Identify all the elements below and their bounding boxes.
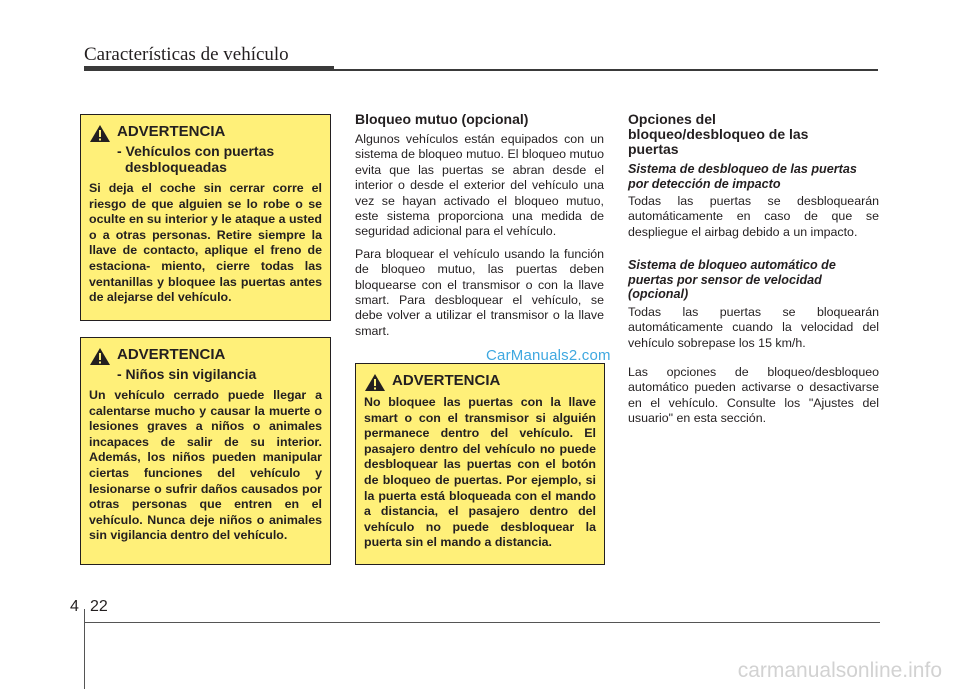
warning-triangle-icon <box>89 124 111 143</box>
header-title: Características de vehículo <box>84 44 289 65</box>
warning-body: Un vehículo cerrado puede llegar a calentarse mucho y causar la muerte o lesiones graves a niños o animales incapaces de salir de su interior. Además, los niños pueden manipular ciertas funciones del vehículo y lesionarse o sufrir daños causados por otras personas que entren en el vehículo. Nunca deje niños o animales sin vigilancia dentro del vehículo. <box>89 388 322 543</box>
warning-triangle-icon <box>89 347 111 366</box>
warning-box-smart-key-lock <box>355 363 605 565</box>
subheading-speed-lock: Sistema de bloqueo automático de puertas por sensor de velocidad (opcional) <box>628 258 836 302</box>
paragraph: Todas las puertas se desbloquearán automáticamente en caso de que se despliegue el airbag debido a un impacto. <box>628 194 879 239</box>
page-number: 22 <box>90 598 108 615</box>
middle-column <box>355 112 604 346</box>
site-watermark: carmanualsonline.info <box>737 659 942 682</box>
footer-rule <box>84 622 880 623</box>
warning-triangle-icon <box>364 373 386 392</box>
watermark-text: CarManuals2.com <box>486 347 611 364</box>
paragraph: Las opciones de bloqueo/desbloqueo automático pueden activarse o desactivarse en el vehículo. Consulte los "Ajustes del usuario" en esta sección. <box>628 364 879 426</box>
warning-title: ADVERTENCIA <box>117 346 226 363</box>
section-heading-mutual-lock: Bloqueo mutuo (opcional) <box>355 111 529 127</box>
warning-body: Si deja el coche sin cerrar corre el riesgo de que alguien se lo robe o se oculte en su interior y le ataque a usted o a otras personas. Retire siempre la llave de contacto, aplique el freno de estaciona- miento, cierre todas las ventanillas y bloquee las puertas antes de alejarse del vehículo. <box>89 181 322 305</box>
header-rule-thin <box>334 69 878 71</box>
warning-box-unattended-children <box>80 337 331 565</box>
warning-body: No bloquee las puertas con la llave smart o con el transmisor si alguién permanece dentro del vehículo. El pasajero dentro del vehículo no puede desbloquear las puertas con el botón de bloqueo de puertas. Por ejemplo, si la puerta está bloqueada con el mando a distancia, el pasajero dentro del vehículo no puede desbloquear la puerta sin el mando a distancia. <box>364 395 596 550</box>
section-heading-lock-options: Opciones del bloqueo/desbloqueo de las puertas <box>628 111 809 157</box>
warning-subtitle: - Niños sin vigilancia <box>117 366 257 382</box>
warning-title: ADVERTENCIA <box>392 372 501 389</box>
right-column <box>628 112 879 434</box>
paragraph: Todas las puertas se bloquearán automáticamente cuando la velocidad del vehículo sobrepase los 15 km/h. <box>628 304 879 350</box>
chapter-number: 4 <box>70 598 79 615</box>
warning-subtitle: - Vehículos con puertas desbloqueadas <box>117 143 275 175</box>
warning-title: ADVERTENCIA <box>117 123 226 140</box>
paragraph: Para bloquear el vehículo usando la función de bloqueo mutuo, las puertas deben bloquearse con el transmisor o con la llave smart. Para desbloquear el vehículo, se debe volver a utilizar el transmisor o la llave smart. <box>355 246 604 338</box>
warning-box-unlocked-vehicles <box>80 114 331 321</box>
paragraph: Algunos vehículos están equipados con un sistema de bloqueo mutuo. El bloqueo mutuo evita que las puertas se abran desde el interior o desde el exterior del vehículo una vez se hayan activado el bloqueo mutuo, este sistema proporciona una medida de seguridad adicional para el vehículo. <box>355 132 604 239</box>
footer-divider <box>84 609 85 689</box>
header-rule-thick <box>84 66 334 71</box>
subheading-impact-unlock: Sistema de desbloqueo de las puertas por detección de impacto <box>628 162 857 191</box>
